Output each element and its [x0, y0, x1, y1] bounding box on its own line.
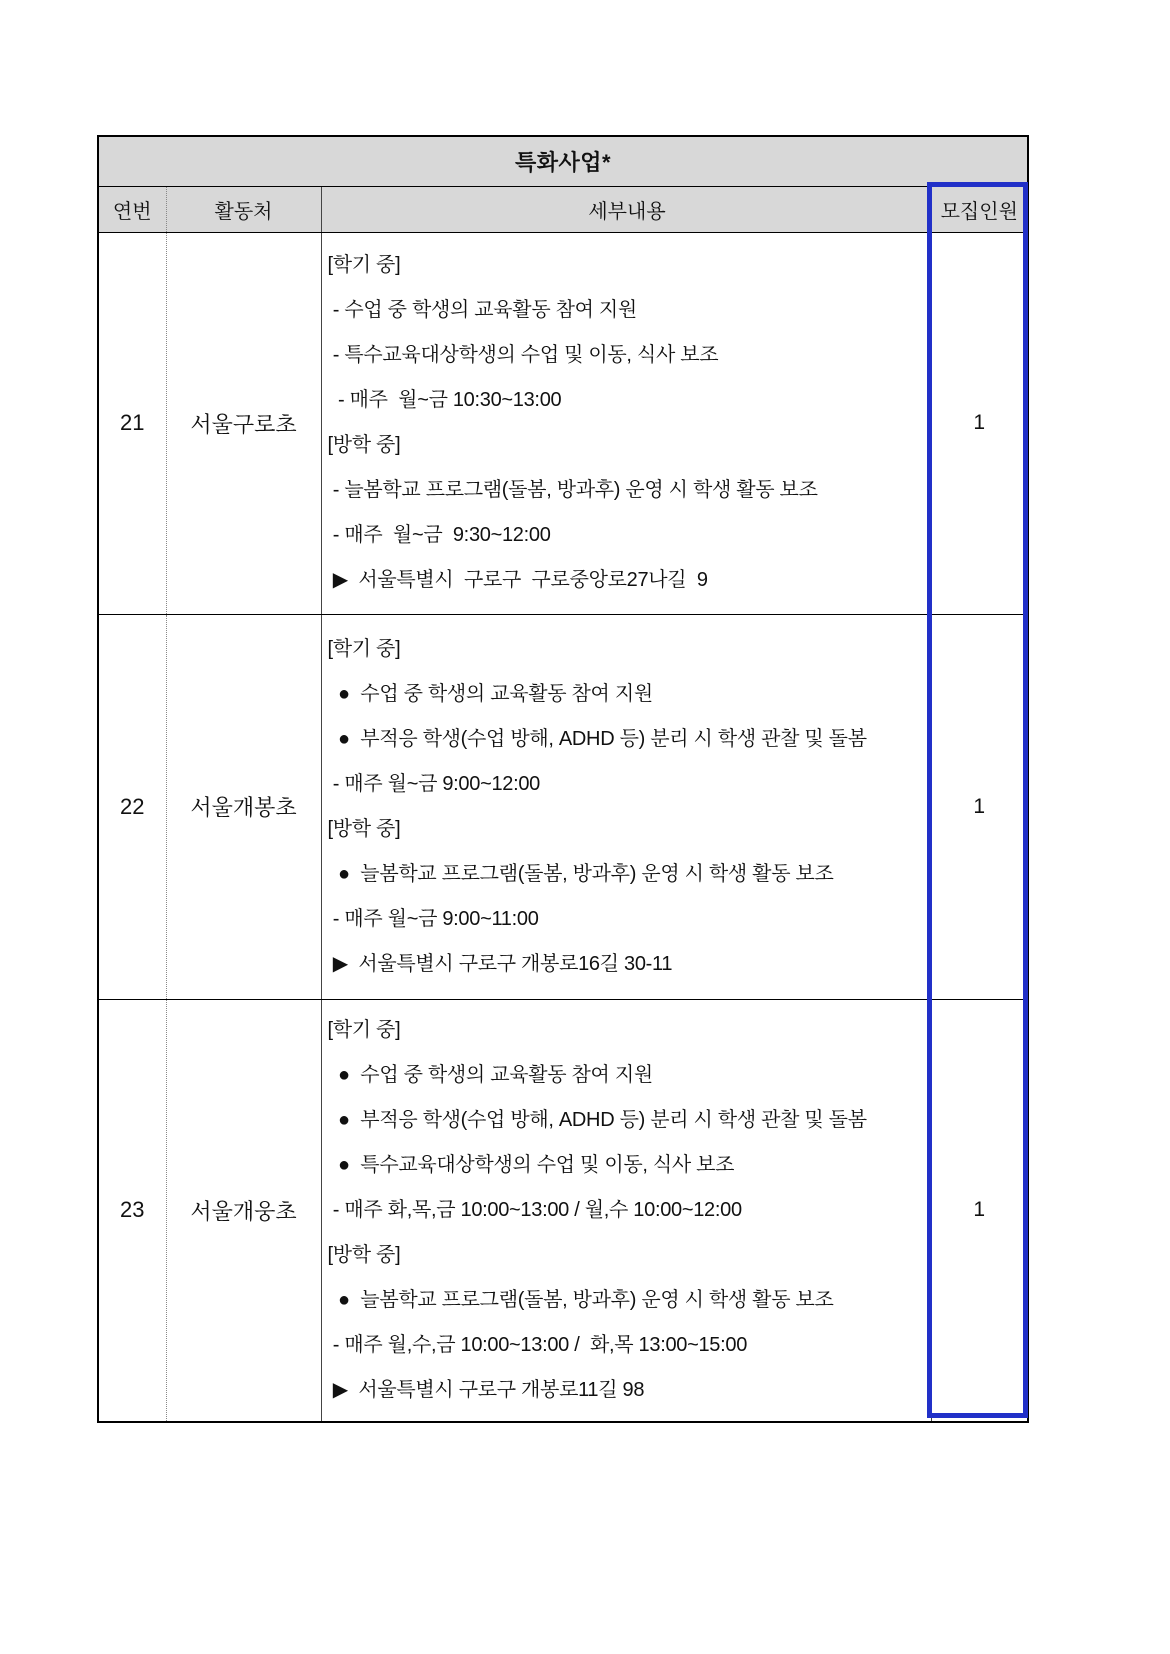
table-row [98, 232, 1028, 614]
detail-line: - 매주 월~금 10:30~13:00 [327, 389, 562, 411]
detail-line: [학기 중] [327, 1018, 401, 1041]
table-title-row [98, 136, 1028, 186]
detail-line: ● 특수교육대상학생의 수업 및 이동, 식사 보조 [327, 1153, 735, 1176]
detail-line: - 매주 월~금 9:30~12:00 [327, 524, 551, 546]
detail-line: - 늘봄학교 프로그램(돌봄, 방과후) 운영 시 학생 활동 보조 [327, 479, 818, 501]
organization-name: 서울개웅초 [166, 999, 321, 1422]
detail-cell [321, 999, 931, 1422]
row-number: 21 [98, 232, 166, 614]
recruit-count: 1 [931, 232, 1028, 614]
detail-line: [학기 중] [327, 254, 401, 276]
row-number: 22 [98, 614, 166, 999]
detail-cell [321, 232, 931, 614]
detail-line: ● 부적응 학생(수업 방해, ADHD 등) 분리 시 학생 관찰 및 돌봄 [327, 1108, 867, 1131]
detail-line: - 매주 월~금 9:00~12:00 [327, 772, 541, 795]
organization-name: 서울개봉초 [166, 614, 321, 999]
detail-line: [방학 중] [327, 1243, 401, 1266]
table-row [98, 999, 1028, 1422]
detail-line: [방학 중] [327, 817, 401, 840]
column-header-organization: 활동처 [166, 186, 321, 232]
detail-line: [학기 중] [327, 637, 401, 660]
detail-line: - 매주 월,수,금 10:00~13:00 / 화,목 13:00~15:00 [327, 1333, 748, 1356]
organization-name: 서울구로초 [166, 232, 321, 614]
detail-line: - 매주 월~금 9:00~11:00 [327, 907, 539, 930]
detail-line: ● 수업 중 학생의 교육활동 참여 지원 [327, 1063, 653, 1086]
table-title: 특화사업* [98, 136, 1028, 186]
table-header-row [98, 186, 1028, 232]
table-row [98, 614, 1028, 999]
recruit-count: 1 [973, 1198, 986, 1221]
detail-line: ● 수업 중 학생의 교육활동 참여 지원 [327, 682, 653, 705]
detail-line: - 특수교육대상학생의 수업 및 이동, 식사 보조 [327, 344, 719, 366]
detail-line: ▶ 서울특별시 구로구 개봉로11길 98 [327, 1378, 645, 1401]
detail-line: ▶ 서울특별시 구로구 개봉로16길 30-11 [327, 952, 673, 975]
detail-line: ● 늘봄학교 프로그램(돌봄, 방과후) 운영 시 학생 활동 보조 [327, 1288, 834, 1311]
detail-line: - 수업 중 학생의 교육활동 참여 지원 [327, 299, 637, 321]
row-number: 23 [98, 999, 166, 1422]
specialized-program-table [97, 135, 1027, 1423]
detail-line: - 매주 화,목,금 10:00~13:00 / 월,수 10:00~12:00 [327, 1198, 742, 1221]
detail-line: [방학 중] [327, 434, 401, 456]
detail-cell [321, 614, 931, 999]
column-header-recruit-count: 모집인원 [931, 186, 1028, 232]
detail-line: ● 늘봄학교 프로그램(돌봄, 방과후) 운영 시 학생 활동 보조 [327, 862, 834, 885]
column-header-detail: 세부내용 [321, 186, 931, 232]
detail-line: ▶ 서울특별시 구로구 구로중앙로27나길 9 [327, 569, 708, 591]
recruit-count: 1 [931, 614, 1028, 999]
detail-line: ● 부적응 학생(수업 방해, ADHD 등) 분리 시 학생 관찰 및 돌봄 [327, 727, 867, 750]
program-table [97, 135, 1029, 1423]
column-header-number: 연번 [98, 186, 166, 232]
